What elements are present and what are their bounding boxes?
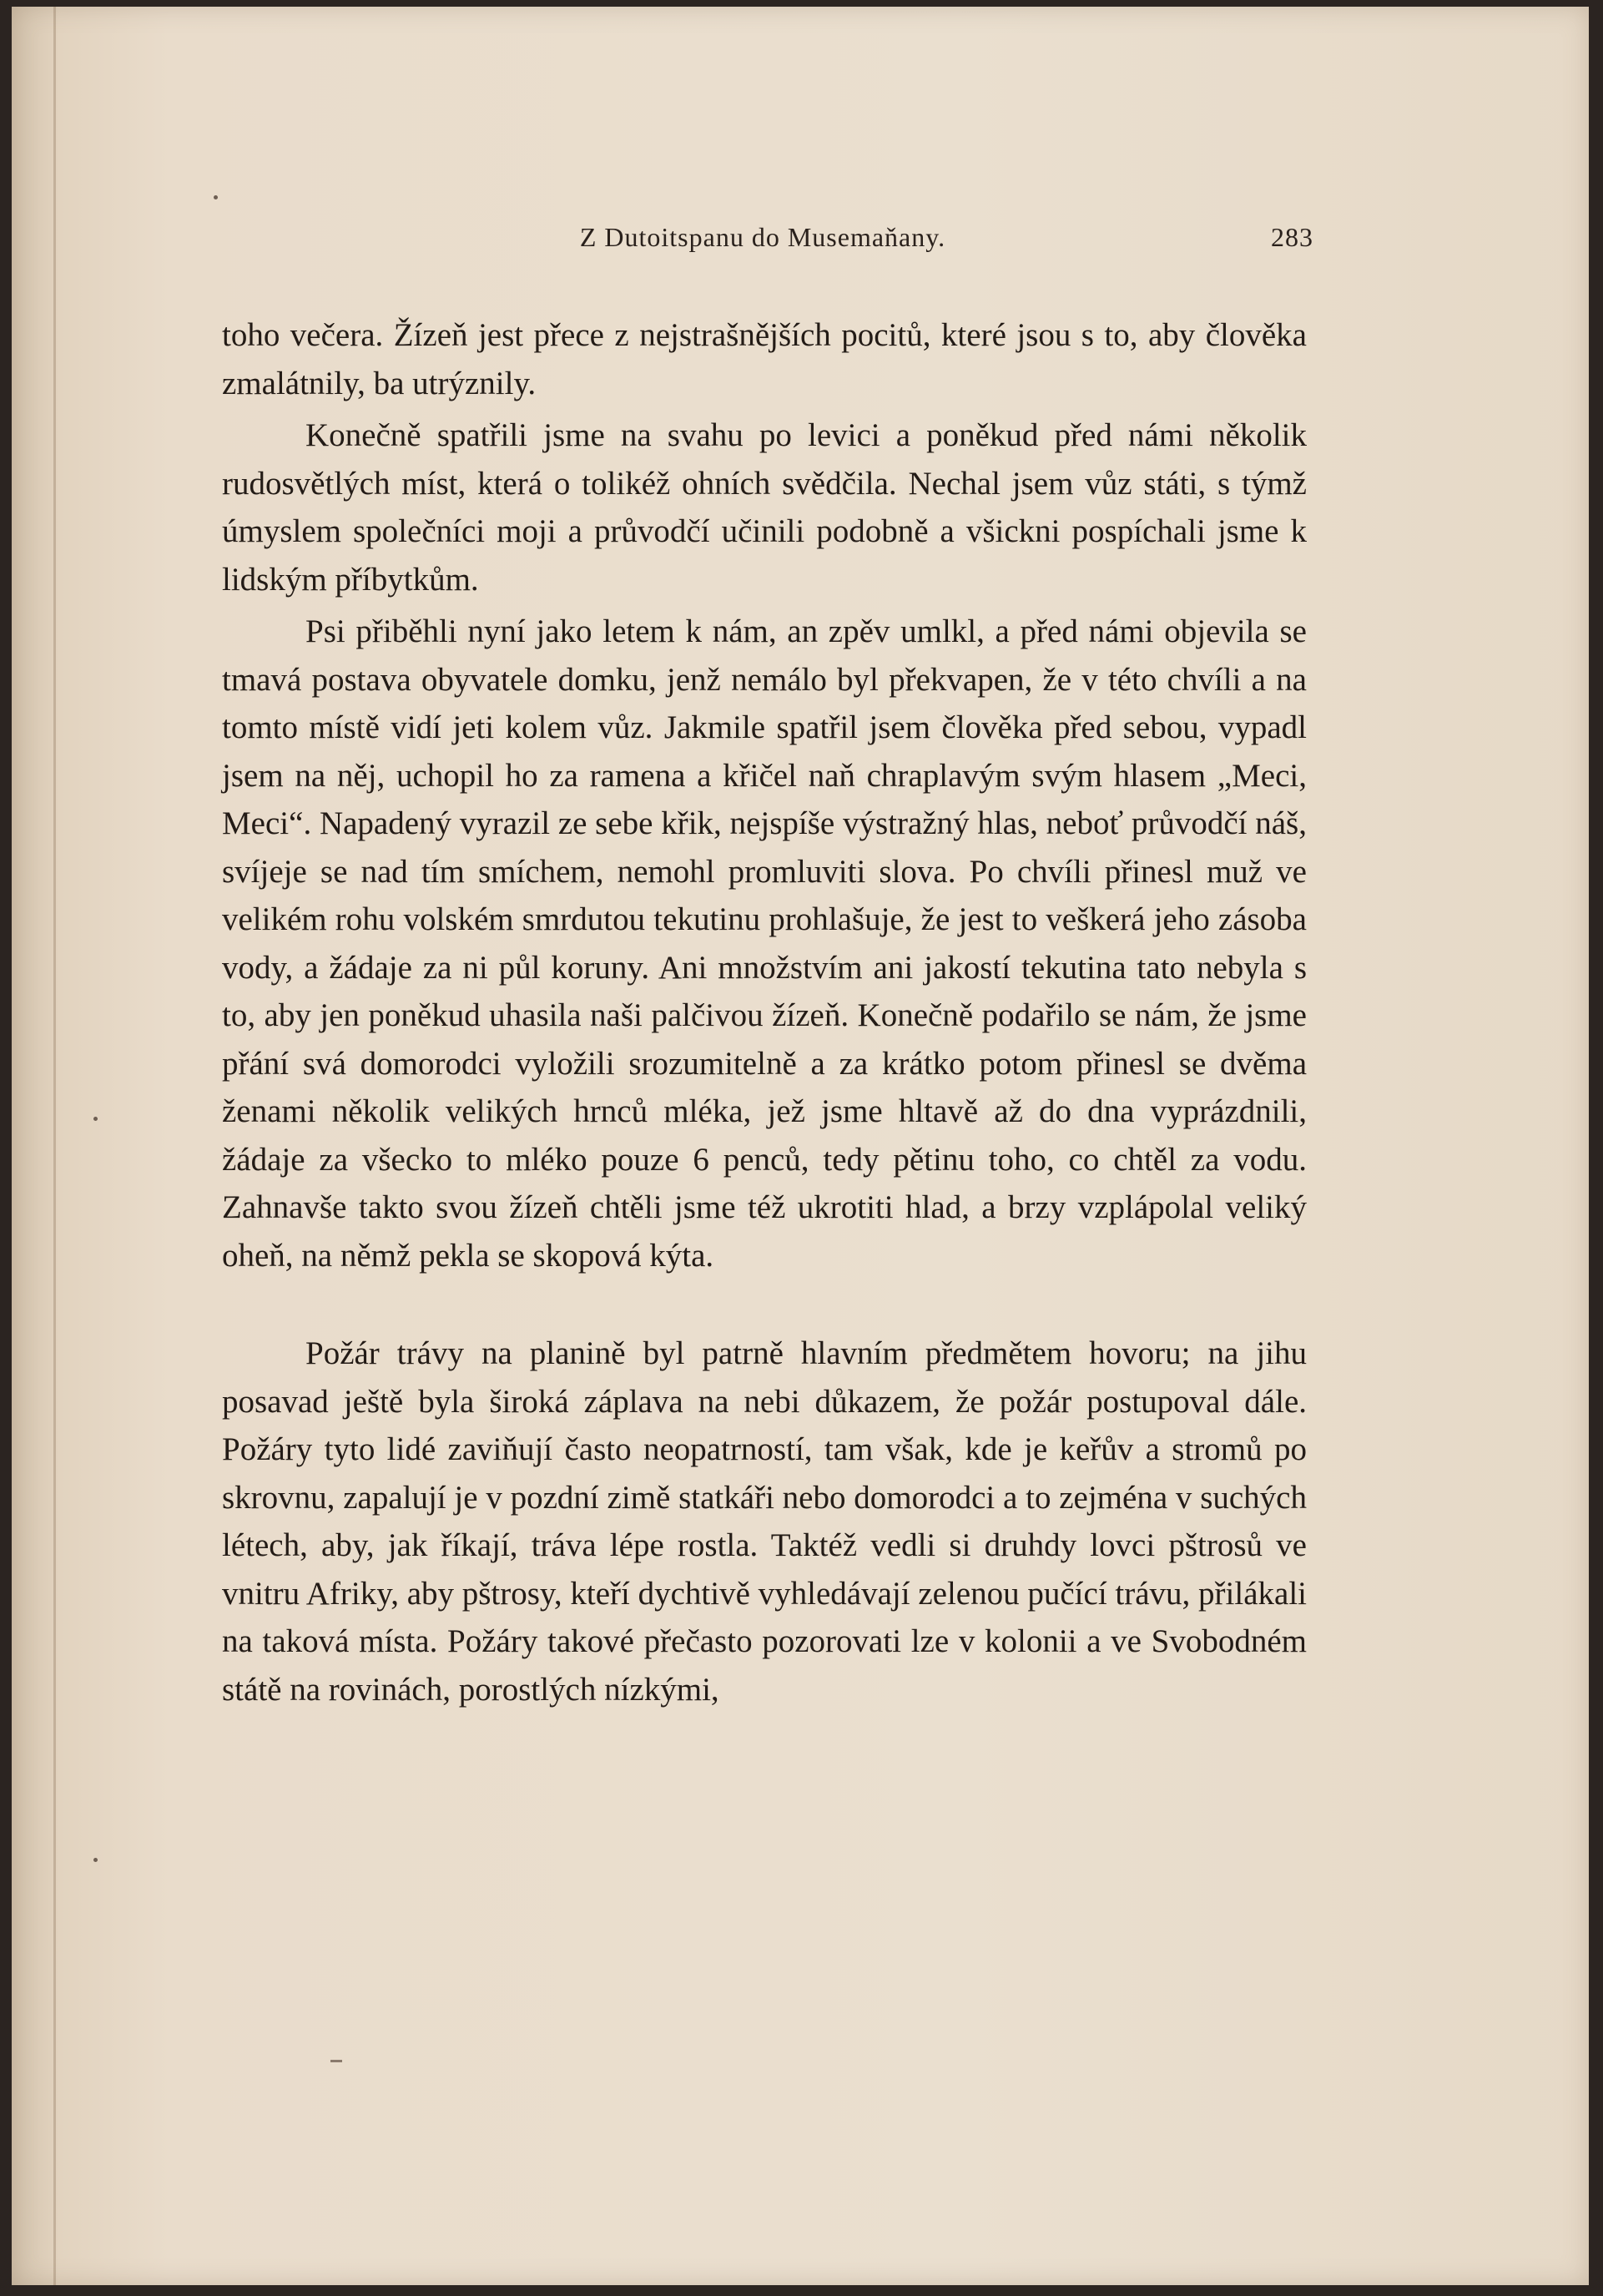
page-spine-shadow	[53, 7, 56, 2285]
running-header	[212, 222, 1313, 272]
ink-speck	[214, 195, 218, 199]
paragraph-2: Konečně spatřili jsme na svahu po levici a poněkud před námi několik rudosvětlých míst, která o tolikéž ohních svědčila. Nechal jsem vůz státi, s týmž úmyslem společníci moji a průvodčí učinili podobně a všickni pospíchali jsme k lidským příbytkům.	[222, 417, 1307, 598]
ink-mark	[330, 2060, 342, 2062]
paragraph-4: Požár trávy na planině byl patrně hlavním předmětem hovoru; na jihu posavad ještě byla široká záplava na nebi důkazem, že požár postupoval dále. Požáry tyto lidé zaviňují často neopatrností, tam však, kde je keřův a stromů po skrovnu, zapalují je v pozdní zimě statkáři nebo domorodci a to zejména v suchých létech, aby, jak říkají, tráva lépe rostla. Taktéž vedli si druhdy lovci pštrosů ve vnitru Afriky, aby pštrosy, kteří dychtivě vyhledávají zelenou pučící trávu, přilákali na taková místa. Požáry takové přečasto pozorovati lze v kolonii a ve Svobodném státě na rovinách, porostlých nízkými,	[222, 1335, 1307, 1708]
page-number: 283	[1271, 222, 1313, 252]
ink-speck	[93, 1858, 98, 1862]
paragraph-1: toho večera. Žízeň jest přece z nejstrašnějších pocitů, které jsou s to, aby člověka zmalátnily, ba utrýznily.	[222, 317, 1307, 401]
book-page	[12, 7, 1589, 2285]
body-text	[222, 311, 1307, 1713]
ink-speck	[93, 1117, 98, 1121]
running-title: Z Dutoitspanu do Musemaňany.	[579, 222, 946, 252]
paragraph-3: Psi přiběhli nyní jako letem k nám, an zpěv umlkl, a před námi objevila se tmavá postava obyvatele domku, jenž nemálo byl překvapen, že v této chvíli a na tomto místě vidí jeti kolem vůz. Jakmile spatřil jsem člověka před sebou, vypadl jsem na něj, uchopil ho za ramena a křičel naň chraplavým svým hlasem „Meci, Meci“. Napadený vyrazil ze sebe křik, nejspíše výstražný hlas, neboť průvodčí náš, svíjeje se nad tím smíchem, nemohl promluviti slova. Po chvíli přinesl muž ve velikém rohu volském smrdutou tekutinu prohlašuje, že jest to veškerá jeho zásoba vody, a žádaje za ni půl koruny. Ani množstvím ani jakostí tekutina tato nebyla s to, aby jen poněkud uhasila naši palčivou žízeň. Konečně podařilo se nám, že jsme přání svá domorodci vyložili srozumitelně a za krátko potom přinesl se dvěma ženami několik velikých hrnců mléka, jež jsme hltavě až do dna vyprázdnili, žádaje za všecko to mléko pouze 6 penců, tedy pětinu toho, co chtěl za vodu. Zahnavše takto svou žízeň chtěli jsme též ukrotiti hlad, a brzy vzplápolal veliký oheň, na němž pekla se skopová kýta.	[222, 613, 1307, 1274]
